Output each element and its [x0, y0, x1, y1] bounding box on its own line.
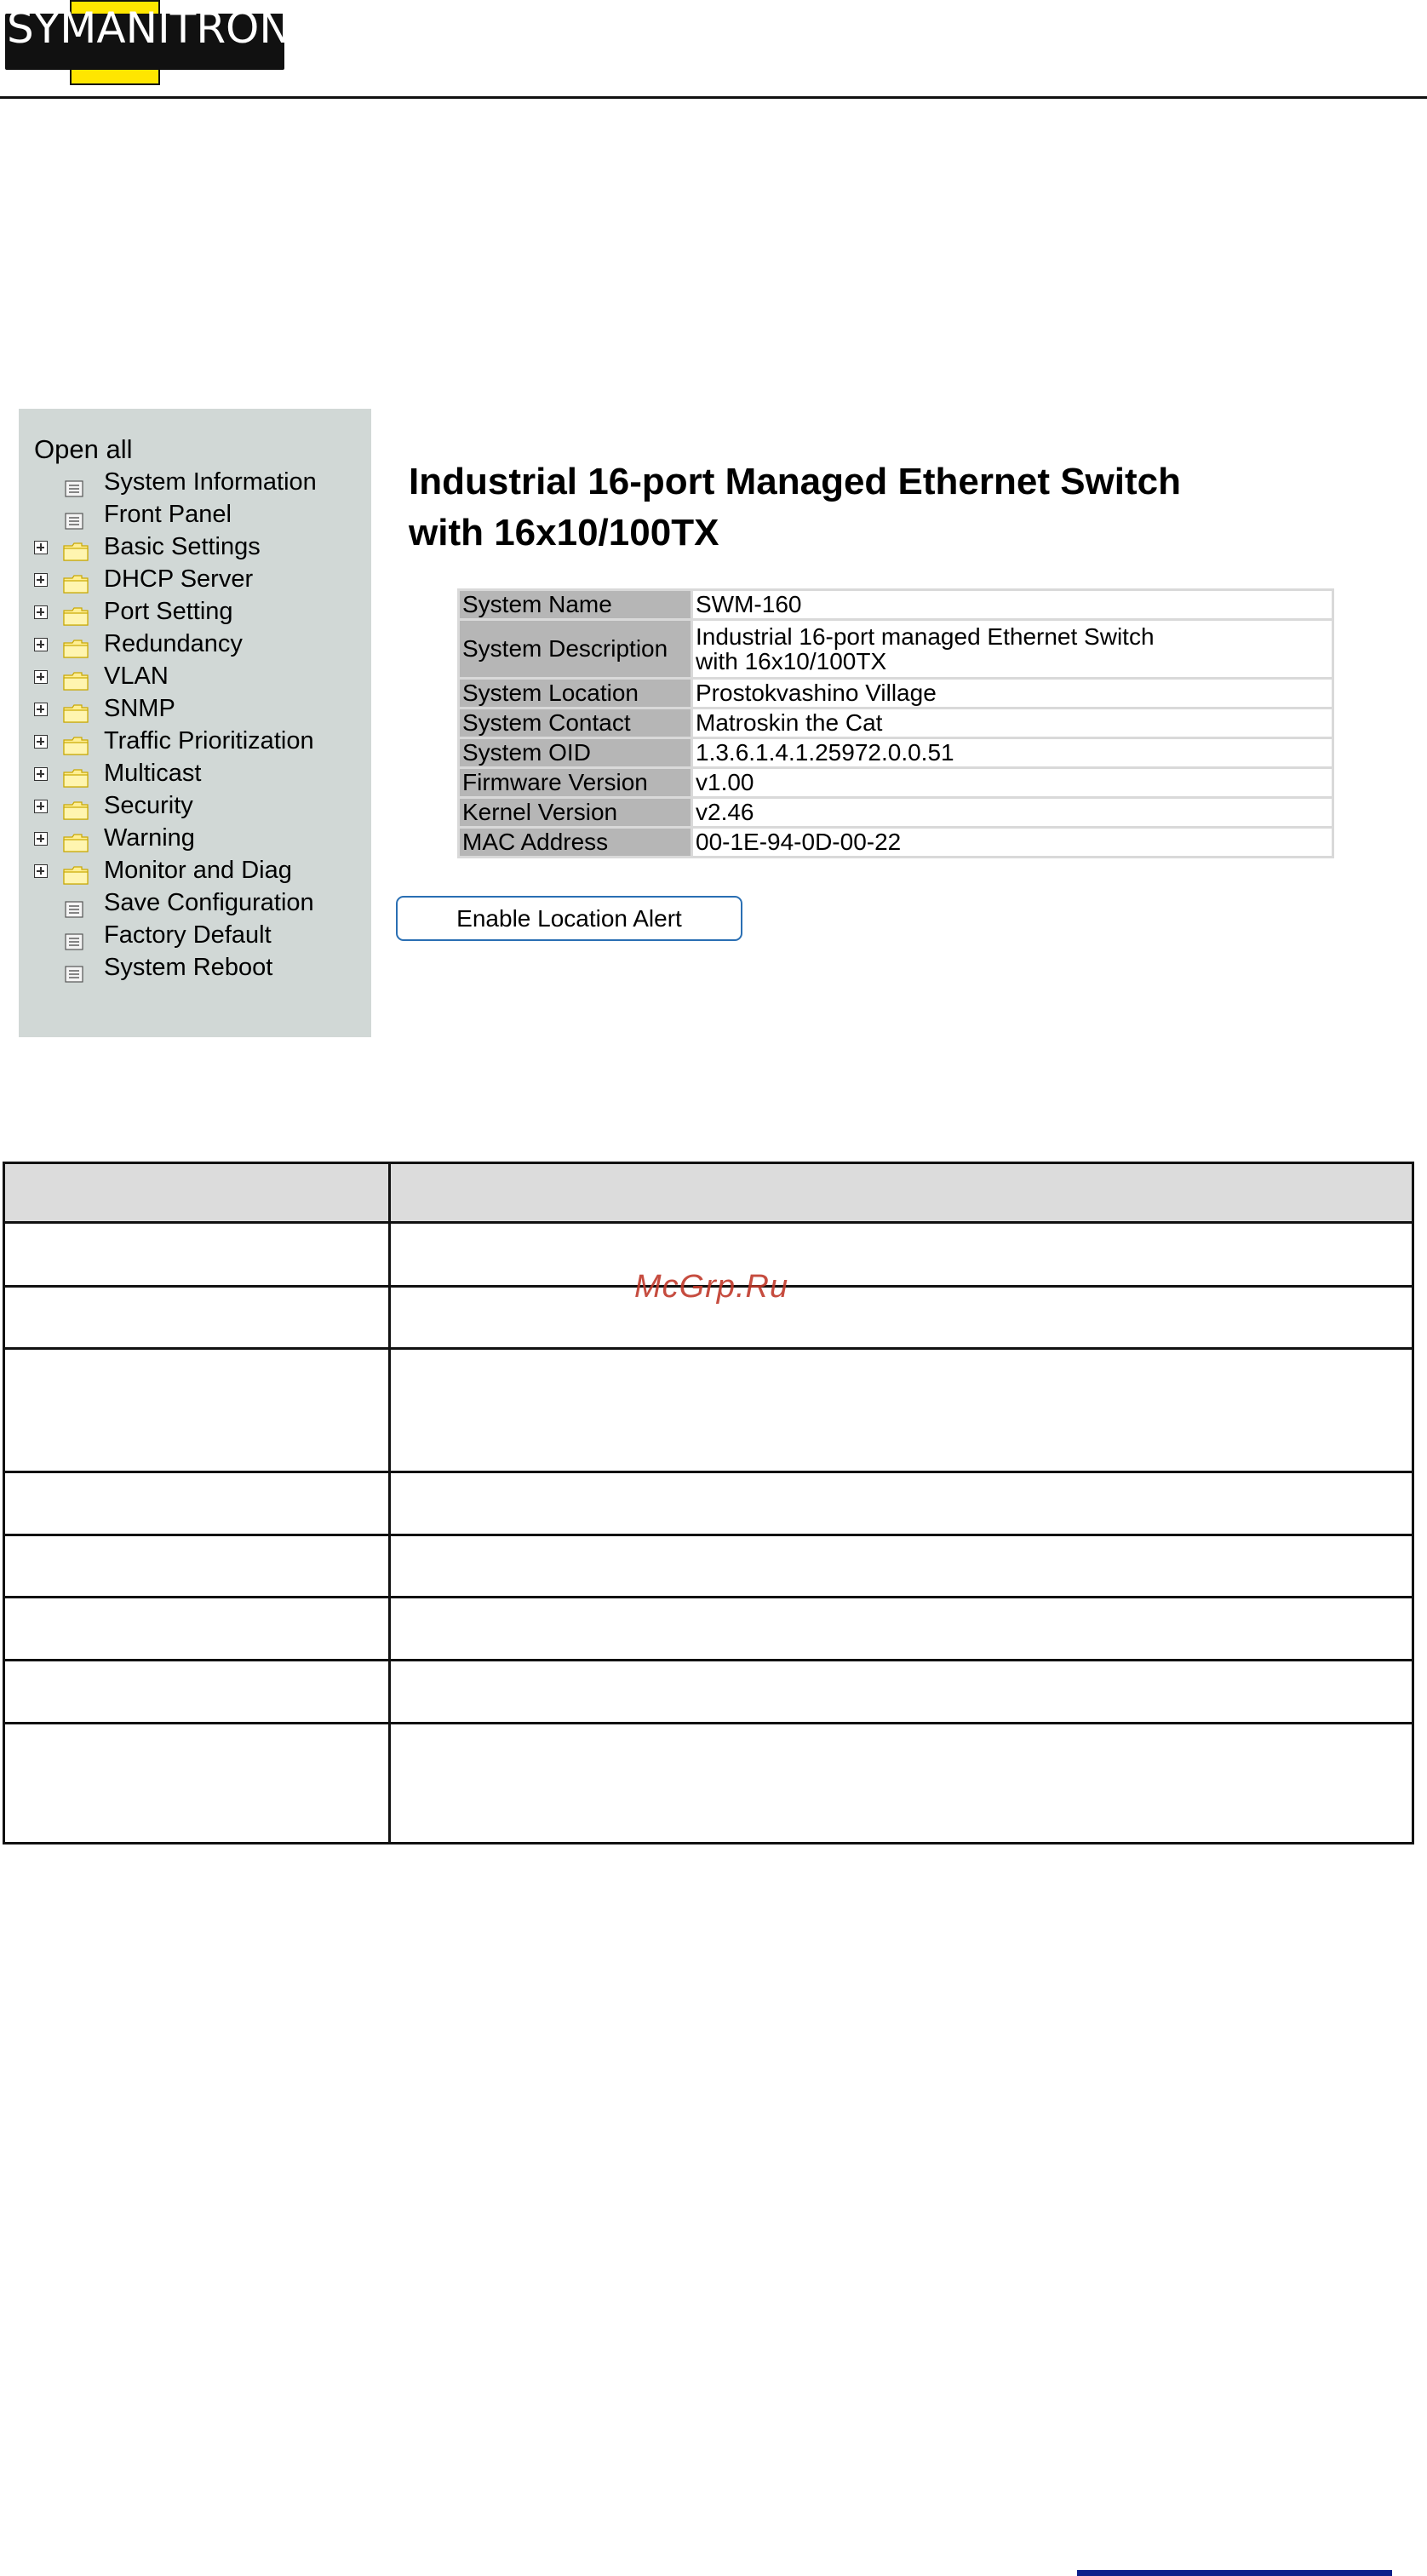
system-description-line1: Industrial 16-port managed Ethernet Switch — [696, 623, 1155, 650]
column-divider — [388, 1288, 391, 1347]
tree-item-label: Redundancy — [104, 630, 243, 657]
tree-item-security[interactable] — [19, 789, 371, 822]
firmware-version-label: Firmware Version — [460, 769, 691, 796]
brand-logo — [0, 0, 289, 89]
folder-icon — [63, 570, 89, 588]
tree-item-label: Security — [104, 792, 193, 819]
logo-text: SYMANITRON — [7, 3, 291, 53]
column-divider — [388, 1350, 391, 1471]
expand-plus-icon[interactable] — [34, 703, 48, 716]
expand-plus-icon[interactable] — [34, 864, 48, 878]
expand-plus-icon[interactable] — [34, 573, 48, 587]
page-title — [409, 456, 1362, 559]
system-description-line2: with 16x10/100TX — [696, 648, 887, 674]
column-divider — [388, 1536, 391, 1596]
info-row-firmware-version — [460, 769, 1332, 796]
open-all-link[interactable]: Open all — [34, 434, 133, 464]
tree-item-basic-settings[interactable] — [19, 531, 371, 563]
table-row — [5, 1596, 1412, 1659]
tree-item-label: Basic Settings — [104, 533, 261, 560]
folder-icon — [63, 537, 89, 556]
tree-item-traffic-prioritization[interactable] — [19, 725, 371, 757]
tree-item-label: DHCP Server — [104, 565, 254, 593]
folder-icon — [63, 667, 89, 686]
firmware-version-value: v1.00 — [693, 769, 1332, 796]
mac-address-label: MAC Address — [460, 829, 691, 856]
tree-item-label: Multicast — [104, 760, 202, 787]
page-title-line2: with 16x10/100TX — [409, 512, 719, 554]
folder-icon — [63, 699, 89, 718]
column-divider — [388, 1473, 391, 1534]
page-icon — [65, 894, 83, 911]
tree-item-system-information[interactable] — [19, 466, 371, 498]
table-row — [5, 1659, 1412, 1722]
tree-item-label: Monitor and Diag — [104, 857, 292, 884]
folder-icon — [63, 731, 89, 750]
system-location-value: Prostokvashino Village — [693, 680, 1332, 707]
info-row-system-oid — [460, 739, 1332, 766]
column-divider — [388, 1724, 391, 1842]
tree-item-label: System Reboot — [104, 954, 273, 981]
tree-item-label: SNMP — [104, 695, 175, 722]
kernel-version-label: Kernel Version — [460, 799, 691, 826]
tree-item-warning[interactable] — [19, 822, 371, 854]
folder-icon — [63, 602, 89, 621]
tree-item-label: System Information — [104, 468, 317, 496]
system-contact-value: Matroskin the Cat — [693, 709, 1332, 737]
tree-item-label: Traffic Prioritization — [104, 727, 314, 754]
watermark-text: McGrp.Ru — [634, 1269, 789, 1305]
table-header-row — [5, 1164, 1412, 1221]
tree-item-label: Save Configuration — [104, 889, 314, 916]
folder-icon — [63, 764, 89, 783]
expand-plus-icon[interactable] — [34, 800, 48, 813]
system-name-value: SWM-160 — [693, 591, 1332, 618]
page-icon — [65, 506, 83, 523]
kernel-version-value: v2.46 — [693, 799, 1332, 826]
page-icon — [65, 959, 83, 976]
folder-icon — [63, 829, 89, 847]
enable-location-alert-button[interactable]: Enable Location Alert — [396, 896, 742, 941]
system-location-label: System Location — [460, 680, 691, 707]
mac-address-value: 00-1E-94-0D-00-22 — [693, 829, 1332, 856]
table-row — [5, 1534, 1412, 1596]
tree-item-redundancy[interactable] — [19, 628, 371, 660]
tree-item-save-configuration[interactable] — [19, 886, 371, 919]
info-row-kernel-version — [460, 799, 1332, 826]
info-row-system-description — [460, 621, 1332, 677]
expand-plus-icon[interactable] — [34, 638, 48, 651]
description-table — [3, 1162, 1414, 1845]
table-row — [5, 1347, 1412, 1471]
column-divider — [388, 1598, 391, 1659]
tree-item-label: Front Panel — [104, 501, 232, 528]
tree-item-factory-default[interactable] — [19, 919, 371, 951]
system-oid-label: System OID — [460, 739, 691, 766]
tree-item-monitor-and-diag[interactable] — [19, 854, 371, 886]
tree-item-multicast[interactable] — [19, 757, 371, 789]
expand-plus-icon[interactable] — [34, 767, 48, 781]
system-info-table — [457, 588, 1334, 858]
tree-item-snmp[interactable] — [19, 692, 371, 725]
tree-item-vlan[interactable] — [19, 660, 371, 692]
folder-icon — [63, 861, 89, 880]
navigation-tree — [19, 409, 371, 1037]
table-row — [5, 1471, 1412, 1534]
page-icon — [65, 473, 83, 491]
header-divider — [0, 96, 1427, 99]
system-description-label: System Description — [460, 621, 691, 677]
column-divider — [388, 1661, 391, 1722]
info-row-system-contact — [460, 709, 1332, 737]
column-divider — [388, 1224, 391, 1285]
tree-item-system-reboot[interactable] — [19, 951, 371, 984]
expand-plus-icon[interactable] — [34, 541, 48, 554]
system-name-label: System Name — [460, 591, 691, 618]
system-description-value — [693, 621, 1332, 677]
expand-plus-icon[interactable] — [34, 735, 48, 749]
page-icon — [65, 927, 83, 944]
folder-icon — [63, 634, 89, 653]
tree-item-label: Factory Default — [104, 921, 272, 949]
tree-item-label: VLAN — [104, 663, 169, 690]
info-row-system-name — [460, 591, 1332, 618]
system-contact-label: System Contact — [460, 709, 691, 737]
footer-bar — [1077, 2570, 1392, 2576]
tree-item-port-setting[interactable] — [19, 595, 371, 628]
tree-item-label: Port Setting — [104, 598, 233, 625]
table-row — [5, 1722, 1412, 1842]
info-row-system-location — [460, 680, 1332, 707]
system-oid-value: 1.3.6.1.4.1.25972.0.0.51 — [693, 739, 1332, 766]
tree-item-front-panel[interactable] — [19, 498, 371, 531]
folder-icon — [63, 796, 89, 815]
expand-plus-icon[interactable] — [34, 605, 48, 619]
tree-item-dhcp-server[interactable] — [19, 563, 371, 595]
info-row-mac-address — [460, 829, 1332, 856]
page-title-line1: Industrial 16-port Managed Ethernet Switch — [409, 461, 1182, 502]
tree-item-label: Warning — [104, 824, 195, 852]
column-divider — [388, 1164, 391, 1221]
expand-plus-icon[interactable] — [34, 670, 48, 684]
expand-plus-icon[interactable] — [34, 832, 48, 846]
